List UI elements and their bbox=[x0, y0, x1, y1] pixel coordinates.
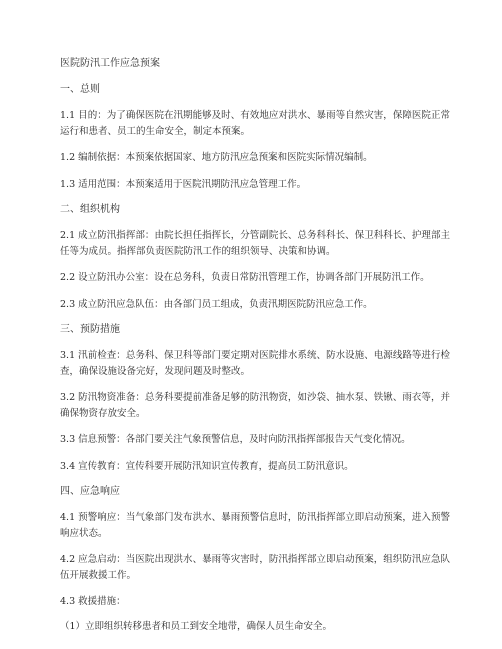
paragraph: （1）立即组织转移患者和员工到安全地带，确保人员生命安全。 bbox=[60, 620, 333, 632]
section-heading: 一、总则 bbox=[60, 84, 100, 95]
paragraph: 2.2 设立防汛办公室：设在总务科，负责日常防汛管理工作，协调各部门开展防汛工作。 bbox=[60, 272, 430, 283]
paragraph: 1.1 目的：为了确保医院在汛期能够及时、有效地应对洪水、暴雨等自然灾害，保障医院正常运行和患者、员工的生命安全，制定本预案。 bbox=[60, 110, 450, 137]
paragraph: 3.2 防汛物资准备：总务科要提前准备足够的防汛物资，如沙袋、抽水泵、铁锹、雨衣等，并确保物资存放安全。 bbox=[60, 392, 450, 419]
paragraph: 1.3 适用范围：本预案适用于医院汛期防汛应急管理工作。 bbox=[60, 178, 307, 190]
paragraph: 4.2 应急启动：当医院出现洪水、暴雨等灾害时，防汛指挥部立即启动预案，组织防汛应急队伍开展救援工作。 bbox=[60, 554, 450, 581]
paragraph: 3.4 宣传教育：宣传科要开展防汛知识宣传教育，提高员工防汛意识。 bbox=[60, 460, 354, 472]
section-heading: 三、预防措施 bbox=[60, 324, 120, 335]
document-body bbox=[60, 57, 450, 645]
paragraph: 4.3 救援措施： bbox=[60, 596, 126, 607]
paragraph: 4.1 预警响应：当气象部门发布洪水、暴雨预警信息时，防汛指挥部立即启动预案，进入预警响应状态。 bbox=[60, 512, 450, 539]
paragraph: 3.3 信息预警：各部门要关注气象预警信息，及时向防汛指挥部报告天气变化情况。 bbox=[60, 434, 411, 445]
paragraph: 3.1 汛前检查：总务科、保卫科等部门要定期对医院排水系统、防水设施、电源线路等进行检查，确保设施设备完好，发现问题及时整改。 bbox=[60, 350, 450, 377]
section-heading: 二、组织机构 bbox=[60, 204, 120, 215]
paragraph: 2.1 成立防汛指挥部：由院长担任指挥长，分管副院长、总务科科长、保卫科科长、护理部主任等为成员。指挥部负责医院防汛工作的组织领导、决策和协调。 bbox=[60, 230, 450, 257]
paragraph: 1.2 编制依据：本预案依据国家、地方防汛应急预案和医院实际情况编制。 bbox=[60, 152, 373, 163]
document-title: 医院防汛工作应急预案 bbox=[60, 58, 160, 69]
paragraph: 2.3 成立防汛应急队伍：由各部门员工组成，负责汛期医院防汛应急工作。 bbox=[60, 298, 373, 310]
section-heading: 四、应急响应 bbox=[60, 486, 120, 497]
